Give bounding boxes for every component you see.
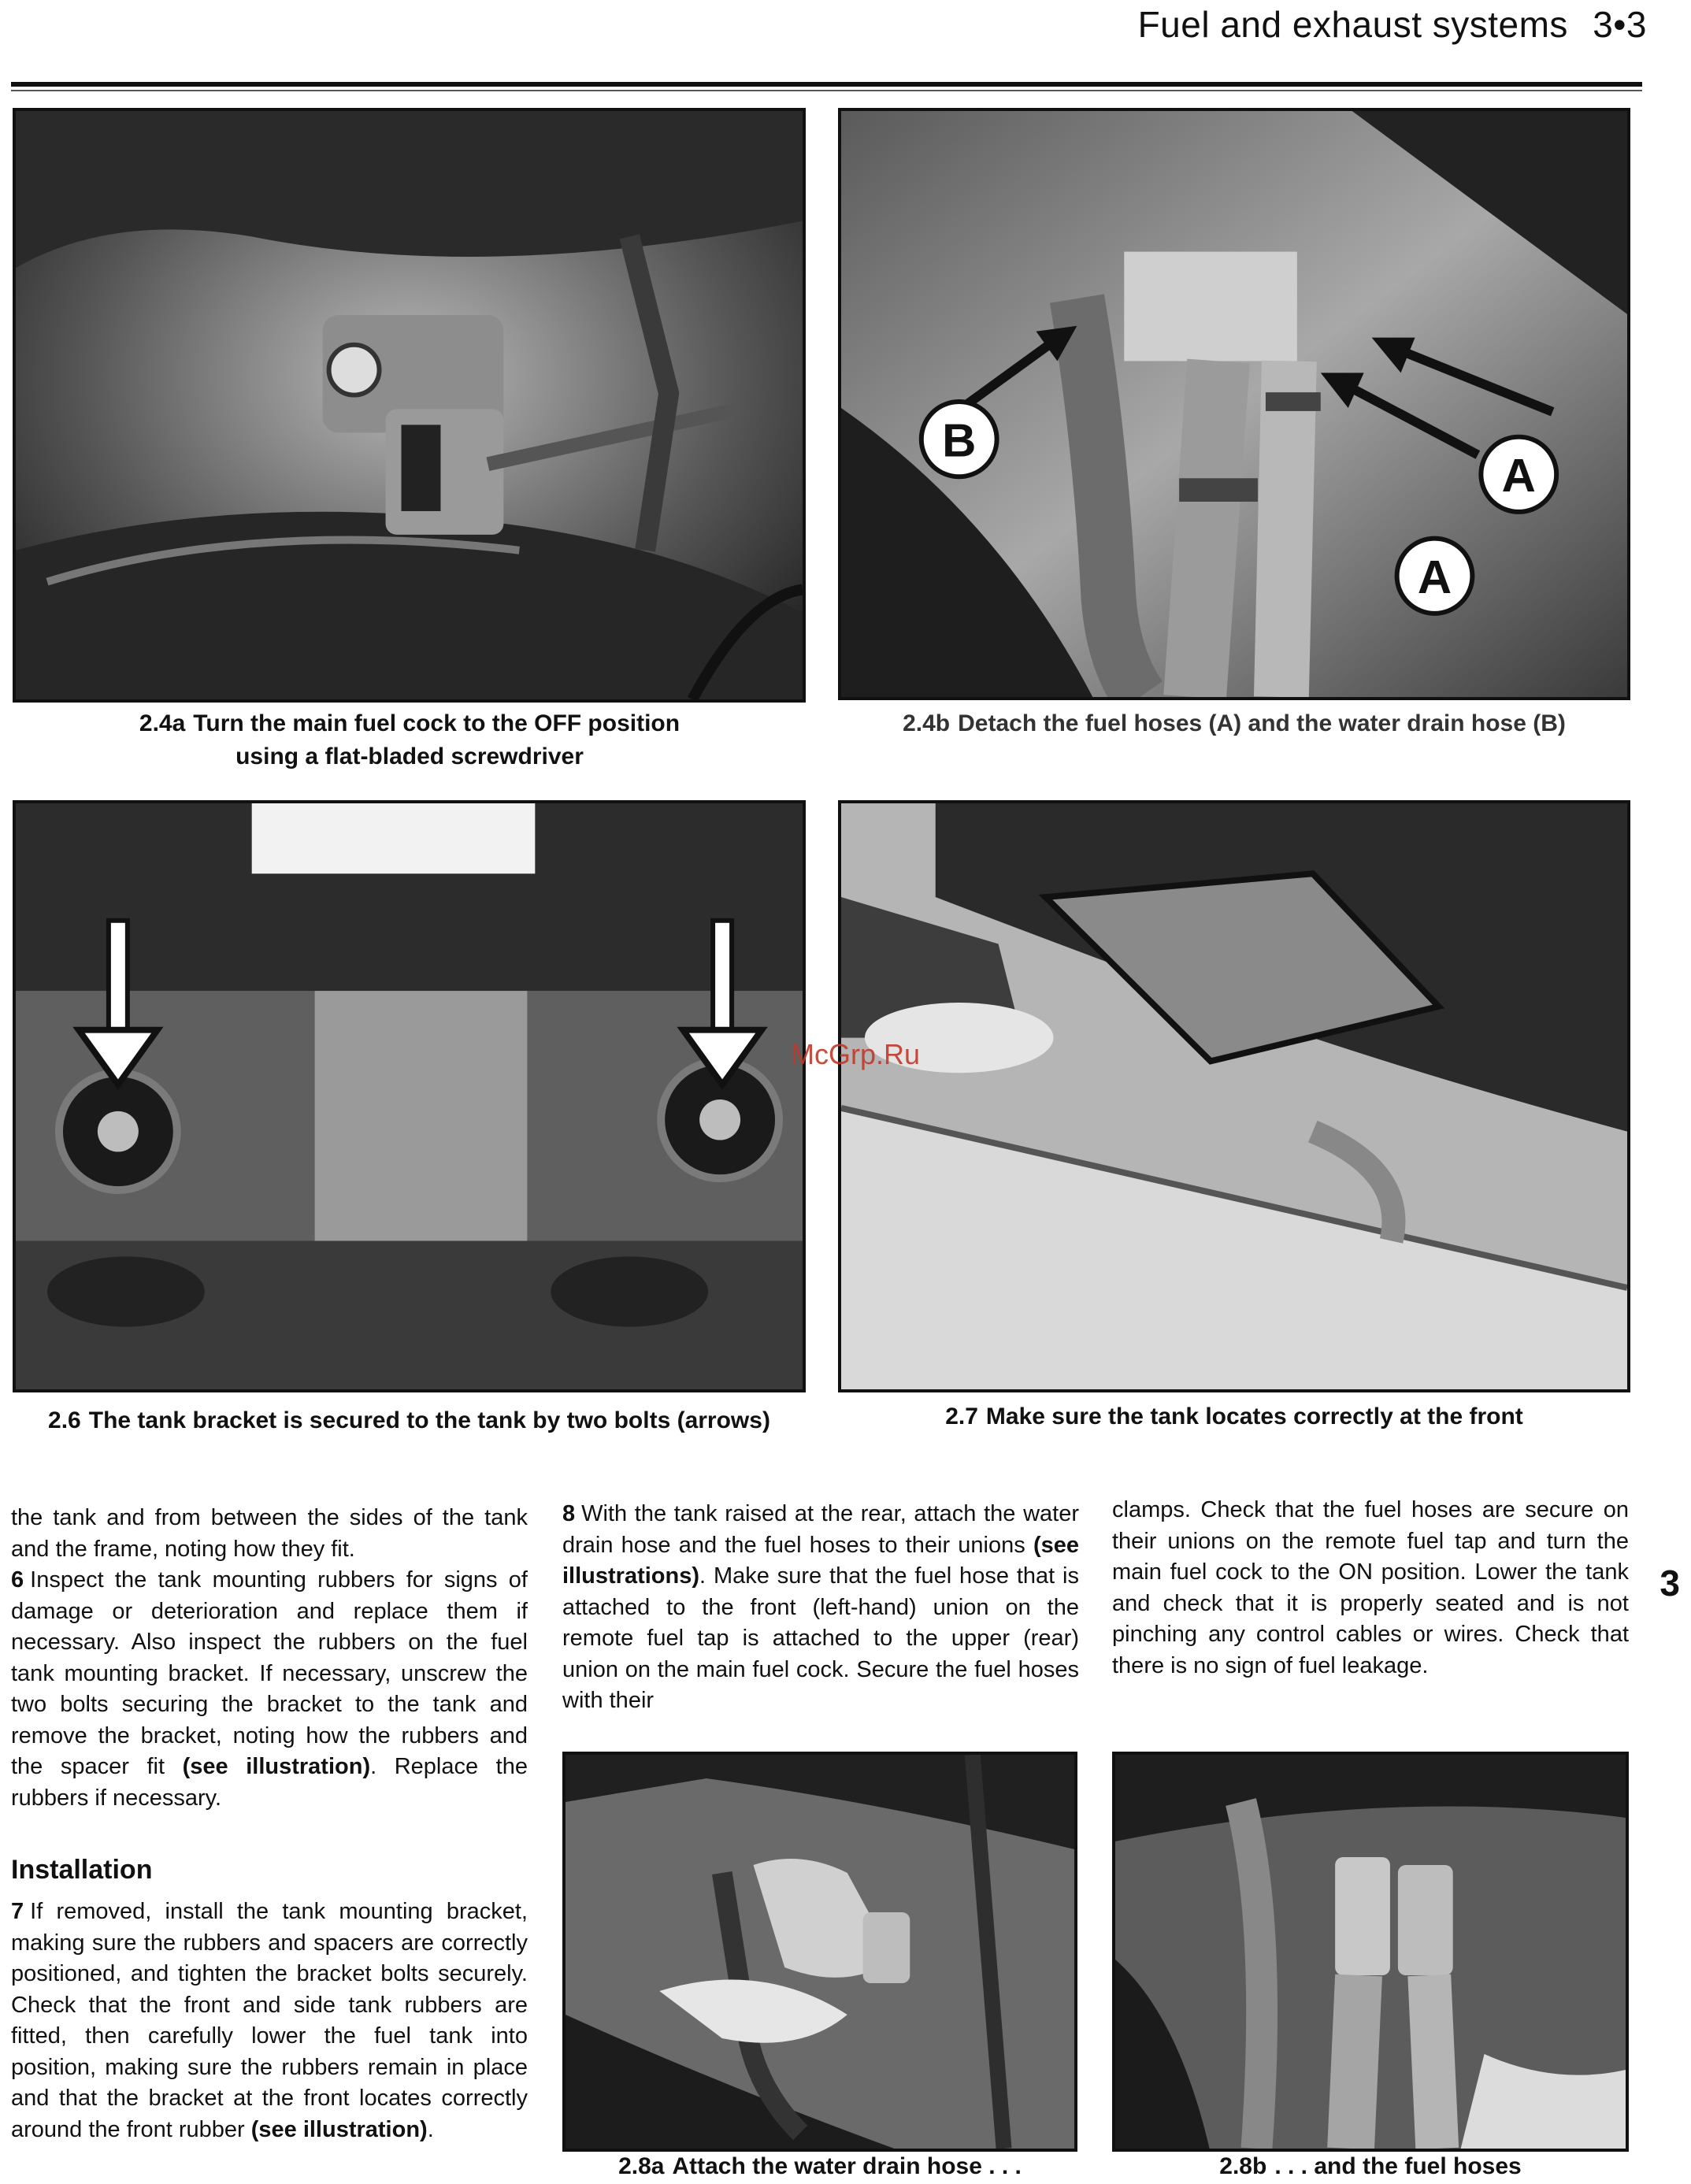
paragraph-continued: the tank and from between the sides of the tank and the frame, noting how they fit. [11, 1505, 528, 1562]
caption-number: 2.4a [139, 710, 186, 736]
caption-2-8a [562, 2150, 1077, 2183]
paragraph-8 [562, 1499, 1079, 1717]
caption-2-6 [13, 1404, 806, 1437]
paragraph-tail: . Make sure that the fuel hose that is attached to the front (left-hand) union on the remote fuel tap is attached to the upper (rear) union on the main fuel cock. Secure the fuel hoses with their [562, 1563, 1079, 1713]
caption-text-line2: using a flat-bladed screwdriver [235, 743, 584, 769]
photo-2-8a [562, 1752, 1077, 2152]
text-column-1 [11, 1503, 528, 1814]
illustration-reference: (see illustration) [250, 2116, 428, 2142]
paragraph-text: If removed, install the tank mounting bracket, making sure the rubbers and spacers are correctly positioned, and tighten the bracket bolts securely. Check that the front and side tank rubbers are fitted, then carefully lower the fuel tank into position, making sure the rubbers remain in place and that the bracket at the front locates correctly around the front rubber [11, 1899, 528, 2142]
caption-text: . . . and the fuel hoses [1274, 2153, 1522, 2179]
photo-2-7 [838, 800, 1630, 1392]
illustration-reference: (see illustration) [182, 1754, 371, 1779]
paragraph-number: 6 [11, 1567, 24, 1593]
caption-2-4a [47, 707, 772, 773]
caption-2-8b [1112, 2150, 1629, 2183]
watermark: McGrp.Ru [791, 1038, 921, 1070]
label-a-lower: A [1417, 551, 1452, 604]
caption-text: Make sure the tank locates correctly at the front [985, 1403, 1523, 1429]
caption-2-4b [838, 707, 1630, 740]
paragraph-number: 7 [11, 1899, 24, 1924]
paragraph-tail: . [427, 2116, 434, 2142]
text-column-2 [562, 1499, 1079, 1717]
photo-2-4b [838, 108, 1630, 700]
caption-text: The tank bracket is secured to the tank by two bolts (arrows) [88, 1407, 770, 1433]
paragraph-number: 8 [562, 1501, 576, 1526]
caption-text: Detach the fuel hoses (A) and the water drain hose (B) [958, 710, 1566, 736]
header-rule-thin [11, 90, 1642, 91]
paragraph-text: With the tank raised at the rear, attach the water drain hose and the fuel hoses to their unions [562, 1501, 1079, 1558]
running-header [1138, 3, 1647, 46]
chapter-tab: 3 [1659, 1563, 1680, 1604]
photo-2-4a [13, 108, 806, 703]
label-a-upper: A [1501, 449, 1536, 502]
caption-number: 2.8b [1219, 2153, 1267, 2179]
paragraph-6 [11, 1565, 528, 1814]
paragraph-continued: clamps. Check that the fuel hoses are secure on their unions on the remote fuel tap and turn the main fuel cock to the ON position. Lower the tank and check that it is properly seated and is not pinching any control cables or wires. Check that there is no sign of fuel leakage. [1112, 1497, 1629, 1678]
paragraph-7 [11, 1897, 528, 2145]
text-column-1-lower [11, 1897, 528, 2145]
header-rule [11, 82, 1642, 87]
chapter-title: Fuel and exhaust systems [1137, 4, 1568, 45]
page-number: 3•3 [1593, 4, 1647, 45]
paragraph-tail: . Replace the rubbers if necessary. [11, 1754, 528, 1811]
text-column-3 [1112, 1495, 1629, 1682]
caption-number: 2.8a [618, 2153, 665, 2179]
caption-2-7 [838, 1400, 1630, 1433]
caption-text: Turn the main fuel cock to the OFF position [193, 710, 680, 736]
caption-number: 2.7 [945, 1403, 978, 1429]
paragraph-text: Inspect the tank mounting rubbers for signs of damage or deterioration and replace them if necessary. Also inspect the rubbers on the fuel tank mounting bracket. If necessary, unscrew the two bolts securing the bracket to the tank and remove the bracket, noting how the rubbers and the spacer fit [11, 1567, 528, 1779]
caption-text: Attach the water drain hose . . . [672, 2153, 1022, 2179]
photo-2-8b [1112, 1752, 1629, 2152]
caption-number: 2.6 [48, 1407, 81, 1433]
caption-number: 2.4b [903, 710, 951, 736]
section-heading-installation: Installation [11, 1855, 153, 1885]
photo-2-6 [13, 800, 806, 1392]
illustration-reference: (see illustrations) [562, 1532, 1079, 1589]
label-b: B [942, 413, 977, 467]
